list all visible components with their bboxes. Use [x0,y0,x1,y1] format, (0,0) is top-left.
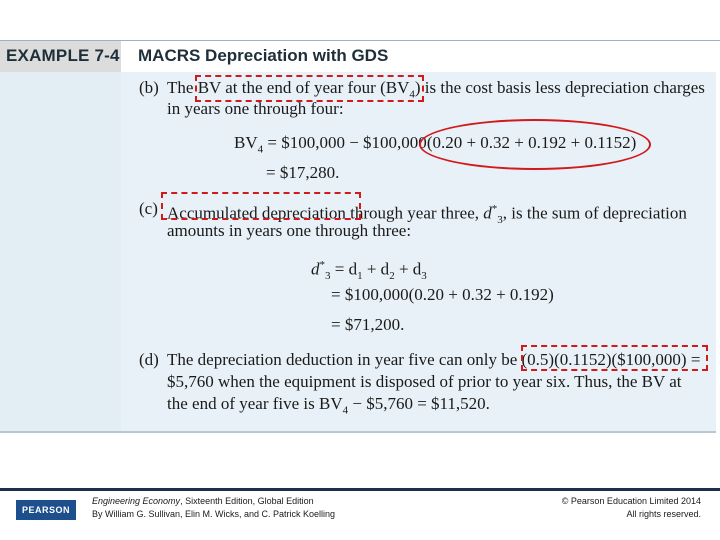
part-c-label: (c) [139,199,158,218]
part-b-line2: in years one through four: [167,99,344,118]
part-b-highlight-end: ) [414,78,421,97]
part-c-highlight-text: Accumulated depreciation [167,203,346,223]
footer-rights-line: All rights reserved. [626,509,701,519]
part-b-line1-pre: The [167,78,198,97]
page-title: MACRS Depreciation with GDS [138,46,389,65]
part-d-line3 [167,394,490,420]
eq-c-sub1: 1 [357,270,363,283]
eq-c-rhs-d3: + d [394,259,422,279]
footer-rule [0,488,720,491]
part-d-line2: $5,760 when the equipment is disposed of prior to year six. Thus, the BV at [167,372,682,391]
eq-c-rhs-d1: = d [334,259,358,279]
part-c-line1-mid: through year three, [345,203,484,223]
pearson-logo: PEARSON [16,500,76,520]
part-c-line2: amounts in years one through three: [167,221,412,240]
part-d-line3-sub: 4 [342,404,349,417]
part-c-equation-2: = $100,000(0.20 + 0.32 + 0.192) [331,285,554,304]
highlight-box-deduction [521,345,708,371]
part-d-line3-pre: the end of year five is BV [167,394,343,413]
highlight-box-bv4 [195,75,424,102]
part-b-equation-2: = $17,280. [266,163,340,182]
example-label-box [0,41,121,72]
eq-c-lhs: d [311,259,320,279]
footer-copyright-line: © Pearson Education Limited 2014 [561,496,701,506]
part-b-label: (b) [139,78,159,97]
part-c-var-sub: 3 [497,214,503,227]
eq-c-rhs-d2: + d [362,259,390,279]
part-c-equation-3: = $71,200. [331,315,405,334]
part-d-label: (d) [139,350,159,369]
part-d-highlight-text: (0.5)(0.1152)($100,000) = [521,350,701,369]
right-edge [716,41,720,433]
part-d-line1-pre: The depreciation deduction in year five can only be [167,350,522,369]
footer-book-title: Engineering Economy [92,496,181,506]
eq-c-lhs-sup: * [319,259,325,271]
top-strip [0,0,720,40]
highlight-ellipse-sum [419,119,651,170]
eq-c-lhs-sub: 3 [325,270,331,283]
part-c-line1-post: , is the sum of depreciation [502,203,687,223]
footer-copyright [562,495,701,521]
footer-citation [92,495,335,521]
eq-b-lhs-sub: 4 [257,143,264,156]
content-bottom-rule [0,431,716,433]
footer-authors: By William G. Sullivan, Elin M. Wicks, and C. Patrick Koelling [92,509,336,519]
part-c-equation-1 [311,255,427,286]
part-b-line1-post: is the cost basis less depreciation charges [420,78,705,97]
example-label: EXAMPLE 7-4 [6,46,120,65]
left-band [0,72,121,432]
part-b-highlight-sub: 4 [409,88,415,101]
eq-b-circled-sum: (0.20 + 0.32 + 0.192 + 0.1152) [426,133,637,152]
part-b-highlight-text: BV at the end of year four (BV [197,78,410,97]
footer-book-edition: , Sixteenth Edition, Global Edition [180,496,314,506]
highlight-box-accumulated [161,192,361,220]
part-d-line3-post: − $5,760 = $11,520. [348,394,490,413]
title-box [121,41,720,72]
eq-c-sub3: 3 [421,270,427,283]
part-c-var-sup: * [491,203,498,215]
footer-book-line [92,495,335,508]
eq-b-lhs: BV [234,133,258,152]
part-c-var: d [483,203,492,223]
eq-c-sub2: 2 [389,270,395,283]
eq-b-mid: = $100,000 − $100,000 [263,133,427,152]
